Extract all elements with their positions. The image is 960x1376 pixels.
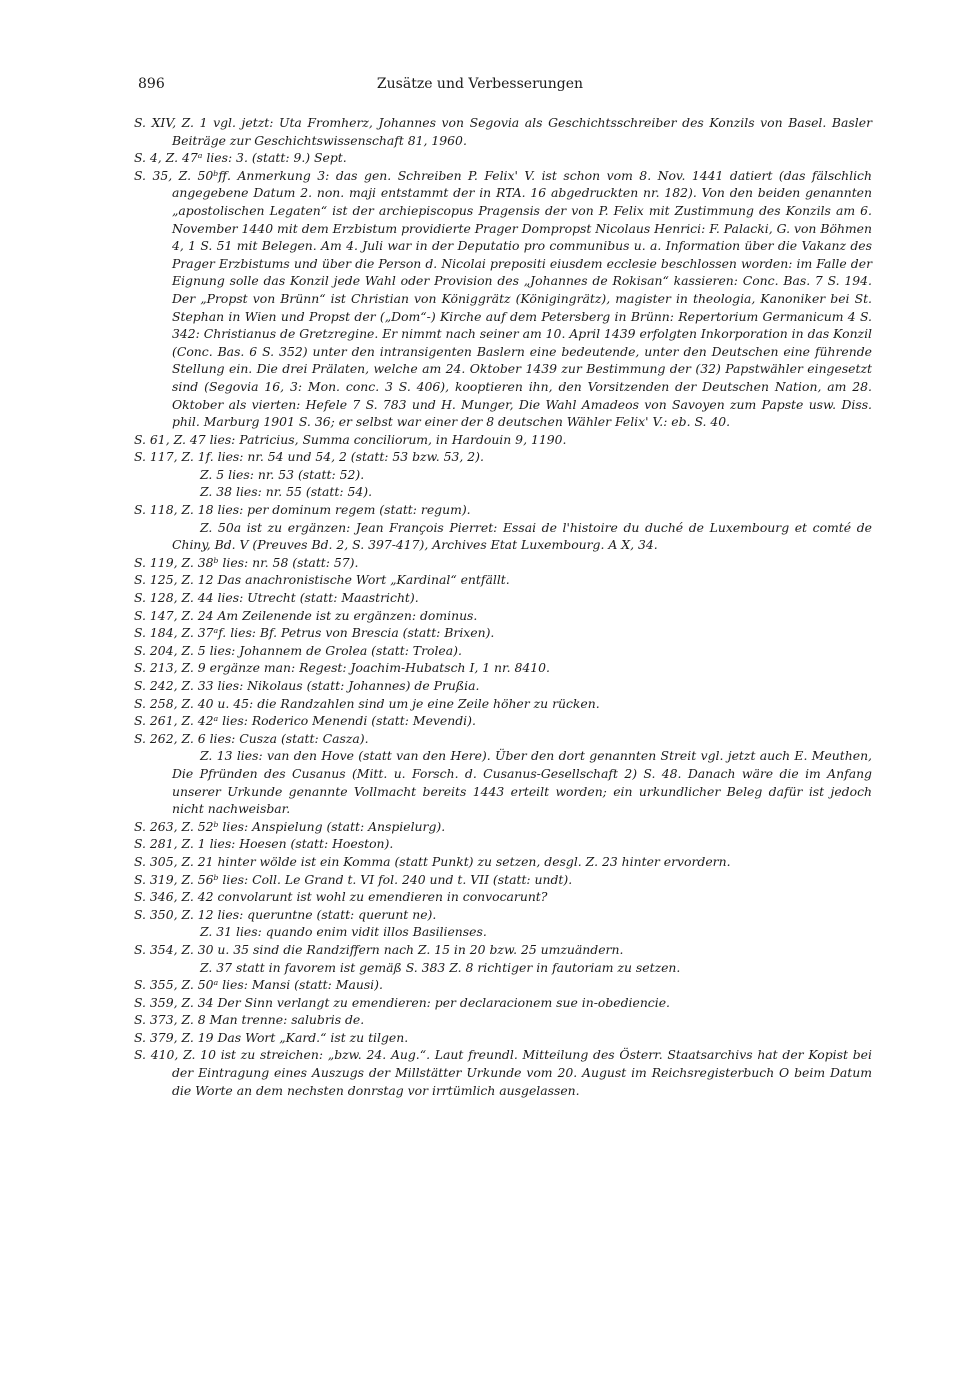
entry-text: lies: Johannem de Grolea (statt: Trolea). — [209, 642, 462, 658]
correction-entry — [134, 976, 872, 994]
correction-entry — [134, 730, 872, 748]
correction-entry — [134, 519, 872, 554]
correction-entry — [134, 659, 872, 677]
correction-entry — [134, 149, 872, 167]
correction-entry — [134, 114, 872, 149]
entry-reference: Z. 31 — [200, 924, 233, 940]
entry-text: lies: Patricius, Summa conciliorum, in Hardouin 9, 1190. — [209, 431, 567, 447]
entry-reference: S. 305, Z. 21 — [134, 853, 214, 869]
entry-text: lies: nr. 55 (statt: 54). — [236, 484, 373, 500]
entry-reference: S. 261, Z. 42ᵃ — [134, 713, 219, 729]
running-title: Zusätze und Verbesserungen — [376, 76, 584, 92]
correction-entry — [134, 607, 872, 625]
correction-entry — [134, 642, 872, 660]
entry-text: lies: Coll. Le Grand t. VI fol. 240 und t. VII (statt: undt). — [222, 871, 573, 887]
entry-text: lies: nr. 58 (statt: 57). — [222, 554, 359, 570]
correction-entry — [134, 589, 872, 607]
correction-entry — [134, 431, 872, 449]
entry-reference: S. 373, Z. 8 — [134, 1012, 206, 1028]
entry-reference: S. 354, Z. 30 u. 35 — [134, 941, 250, 957]
correction-entry — [134, 501, 872, 519]
entry-reference: S. 319, Z. 56ᵇ — [134, 871, 219, 887]
entry-text: lies: van den Hove (statt van den Here). Über den dort genannten Streit vgl. jetzt auch E. Meuthen, Die Pfründen des Cusanus (Mitt. u. Forsch. d. Cusanus-Gesellschaft 2) S. 48. Danach wäre die im Anfang unserer Urkunde genannte Vollmacht bereits 1443 erteilt worden; ein urkundlicher Beleg dafür ist jedoch nicht nachweisbar. — [172, 748, 872, 817]
correction-entry — [134, 906, 872, 924]
entry-reference: S. 379, Z. 19 — [134, 1029, 214, 1045]
entry-reference: S. 184, Z. 37ᵃf. — [134, 625, 227, 641]
entry-text: vgl. jetzt: Uta Fromherz, Johannes von Segovia als Geschichtsschreiber des Konzils von Basel. Basler Beiträge zur Geschichtswissenschaft 81, 1960. — [172, 115, 872, 148]
correction-entry — [134, 695, 872, 713]
entry-reference: Z. 13 — [200, 748, 233, 764]
correction-entry — [134, 888, 872, 906]
entry-reference: S. 204, Z. 5 — [134, 642, 206, 658]
correction-entry — [134, 554, 872, 572]
entry-reference: S. 147, Z. 24 — [134, 607, 214, 623]
correction-entry — [134, 571, 872, 589]
corrections-list — [134, 114, 872, 1099]
entry-reference: S. 346, Z. 42 — [134, 889, 214, 905]
correction-entry — [134, 483, 872, 501]
entry-reference: S. 350, Z. 12 — [134, 906, 214, 922]
entry-reference: S. 117, Z. 1f. — [134, 449, 214, 465]
entry-text: Am Zeilenende ist zu ergänzen: dominus. — [217, 607, 478, 623]
entry-reference: S. 125, Z. 12 — [134, 572, 214, 588]
entry-text: Das anachronistische Wort „Kardinal“ entfällt. — [217, 572, 510, 588]
entry-reference: S. 61, Z. 47 — [134, 431, 206, 447]
entry-text: lies: Roderico Menendi (statt: Mevendi). — [222, 713, 476, 729]
entry-text: lies: Cusza (statt: Casza). — [209, 730, 369, 746]
entry-reference: S. 242, Z. 33 — [134, 678, 214, 693]
correction-entry — [134, 818, 872, 836]
entry-text: Der Sinn verlangt zu emendieren: per declaracionem sue in-obediencie. — [217, 994, 670, 1010]
correction-entry — [134, 677, 872, 695]
entry-reference: S. 410, Z. 10 — [134, 1047, 216, 1063]
entry-reference: Z. 38 — [200, 484, 233, 500]
entry-text: ist zu ergänzen: Jean François Pierret: Essai de l'histoire du duché de Luxembourg et comté de Chiny, Bd. V (Preuves Bd. 2, S. 397-417), Archives Etat Luxembourg. A X, 34. — [172, 519, 872, 553]
entry-reference: S. 262, Z. 6 — [134, 730, 206, 746]
correction-entry — [134, 1011, 872, 1029]
correction-entry — [134, 853, 872, 871]
entry-text: ist zu streichen: „bzw. 24. Aug.“. Laut freundl. Mitteilung des Österr. Staatsarchivs hat der Kopist bei der Eintragung eines Auszugs der Millstätter Urkunde vom 20. August im Reichsregisterbuch O beim Datum die Worte an dem nechsten donrstag vor irrtümlich ausgelassen. — [172, 1047, 872, 1098]
entry-reference: S. 35, Z. 50ᵇff. — [134, 167, 231, 183]
entry-reference: S. 355, Z. 50ᵃ — [134, 977, 219, 993]
entry-text: lies: queruntne (statt: querunt ne). — [217, 906, 437, 922]
entry-text: lies: Hoesen (statt: Hoeston). — [209, 836, 394, 852]
correction-entry — [134, 624, 872, 642]
entry-reference: S. 213, Z. 9 — [134, 660, 206, 676]
entry-reference: S. 281, Z. 1 — [134, 836, 206, 852]
entry-text: hinter wölde ist ein Komma (statt Punkt) zu setzen, desgl. Z. 23 hinter ervordern. — [217, 853, 731, 869]
entry-text: sind die Randziffern nach Z. 15 in 20 bzw. 25 umzuändern. — [253, 941, 624, 957]
entry-text: Das Wort „Kard.“ ist zu tilgen. — [217, 1029, 409, 1045]
entry-reference: S. 119, Z. 38ᵇ — [134, 554, 219, 570]
entry-text: Anmerkung 3: das gen. Schreiben P. Felix' V. ist schon vom 8. Nov. 1441 datiert (das fälschlich angegebene Datum 2. non. maji entstammt der in RTA. 16 abgedruckten nr. 182). Von den beiden genannten „apostolischen Legaten“ ist der archiepiscopus Pragensis der von P. Felix mit Zustimmung des Konzils am 6. November 1440 mit dem Erzbistum providierte Prager Dompropst Nicolaus Henrici: F. Palacki, G. von Böhmen 4, 1 S. 51 mit Belegen. Am 4. Juli war in der Deputatio pro communibus u. a. Information über die Vakanz des Prager Erzbistums und über die Person d. Nicolai prepositi eiusdem ecclesie beschlossen worden: im Falle der Eignung solle das Konzil jede Wahl oder Provision des „Johannes de Rokisan“ kassieren: Conc. Bas. 7 S. 194. Der „Propst von Brünn“ ist Christian von Königgrätz (Königingrätz), magister in theologia, Kanoniker bei St. Stephan in Wien und Propst der („Dom“-) Kirche auf dem Petersberg in Brünn: Repertorium Germanicum 4 S. 342: Christianus de Gretzregine. Er nimmt nach seiner am 10. April 1439 erfolgten Inkorporation in das Konzil (Conc. Bas. 6 S. 352) unter den intransigenten Baslern eine bedeutende, unter den Deutschen eine führende Stellung ein. Die drei Prälaten, welche am 24. Oktober 1439 zur Bestimmung der (32) Papstwähler eingesetzt sind (Segovia 16, 3: Mon. conc. 3 S. 406), kooptieren ihn, den Vorsitzenden der Deutschen Nation, am 28. Oktober als vierten: Hefele 7 S. 783 und H. Munger, Die Wahl Amadeos von Savoyen zum Papste usw. Diss. phil. Marburg 1901 S. 36; er selbst war einer der 8 deutschen Wähler Felix' V.: eb. S. 40. — [172, 167, 872, 430]
entry-text: Man trenne: salubris de. — [209, 1012, 365, 1028]
entry-text: lies: Utrecht (statt: Maastricht). — [217, 590, 419, 606]
page-number: 896 — [138, 76, 165, 92]
entry-text: lies: nr. 53 (statt: 52). — [228, 466, 365, 482]
entry-reference: S. 263, Z. 52ᵇ — [134, 818, 219, 834]
correction-entry — [134, 167, 872, 431]
correction-entry — [134, 959, 872, 977]
page-header — [0, 76, 960, 96]
entry-reference: S. 4, Z. 47ᵃ — [134, 150, 203, 166]
entry-text: lies: nr. 54 und 54, 2 (statt: 53 bzw. 53, 2). — [217, 449, 484, 465]
entry-text: convolarunt ist wohl zu emendieren in convocarunt? — [217, 889, 548, 905]
entry-reference: S. XIV, Z. 1 — [134, 115, 208, 130]
correction-entry — [134, 1046, 872, 1099]
entry-text: lies: 3. (statt: 9.) Sept. — [206, 150, 347, 166]
entry-text: statt in favorem ist gemäß S. 383 Z. 8 richtiger in fautoriam zu setzen. — [236, 959, 681, 975]
correction-entry — [134, 994, 872, 1012]
correction-entry — [134, 835, 872, 853]
entry-reference: Z. 37 — [200, 959, 233, 975]
entry-text: lies: Bf. Petrus von Brescia (statt: Brixen). — [230, 625, 495, 641]
correction-entry — [134, 448, 872, 466]
entry-text: lies: per dominum regem (statt: regum). — [217, 502, 471, 518]
entry-reference: Z. 5 — [200, 466, 225, 482]
entry-reference: S. 118, Z. 18 — [134, 502, 214, 518]
entry-text: lies: Mansi (statt: Mausi). — [222, 977, 383, 993]
correction-entry — [134, 923, 872, 941]
correction-entry — [134, 941, 872, 959]
correction-entry — [134, 871, 872, 889]
correction-entry — [134, 712, 872, 730]
entry-text: die Randzahlen sind um je eine Zeile höher zu rücken. — [257, 695, 600, 711]
correction-entry — [134, 1029, 872, 1047]
entry-text: lies: Nikolaus (statt: Johannes) de Prußia. — [217, 678, 480, 693]
entry-text: ergänze man: Regest: Joachim-Hubatsch I, 1 nr. 8410. — [209, 660, 550, 676]
entry-text: lies: quando enim vidit illos Basilienses. — [236, 924, 487, 940]
entry-reference: Z. 50a — [200, 519, 242, 535]
entry-text: lies: Anspielung (statt: Anspielurg). — [222, 818, 446, 834]
correction-entry — [134, 747, 872, 817]
entry-reference: S. 258, Z. 40 u. 45: — [134, 695, 254, 711]
entry-reference: S. 128, Z. 44 — [134, 590, 214, 606]
entry-reference: S. 359, Z. 34 — [134, 994, 214, 1010]
correction-entry — [134, 466, 872, 484]
